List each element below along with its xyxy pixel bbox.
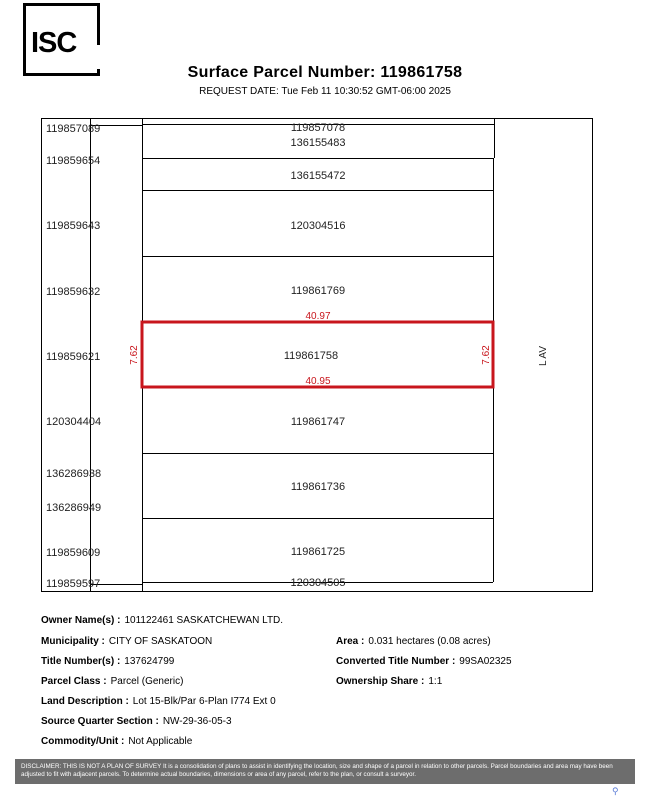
parcel-label: 120304516 [290,220,346,232]
area-value: 0.031 hectares (0.08 acres) [368,636,491,647]
left-parcel-label: 136286949 [46,502,102,514]
parcel-label: 119861736 [290,481,346,493]
municipality-label: Municipality : [41,636,105,647]
title-number-row [41,656,174,667]
source-quarter-value: NW-29-36-05-3 [162,716,232,727]
land-description-value: Lot 15-Blk/Par 6-Plan I774 Ext 0 [132,696,276,707]
ownership-share-row [336,676,442,687]
location-pin-icon: ⚲ [612,786,619,796]
left-parcel-label: 119859632 [46,286,101,298]
parcel-class-label: Parcel Class : [41,676,107,687]
left-parcel-label: 119859654 [46,155,101,167]
disclaimer-banner: DISCLAIMER: THIS IS NOT A PLAN OF SURVEY It is a consolidation of plans to assist in identifying the location, size and shape of a parcel in relation to other parcels. Parcel boundaries and area may have been adjusted to fit with adjacent parcels. To determine actual boundaries, dimensions or area of any parcel, refer to the plan, or consult a surveyor. [15,759,635,784]
commodity-row [41,736,192,747]
dimension-left: 7.62 [129,345,140,365]
owner-row [41,615,283,626]
left-parcel-label: 120304404 [46,416,102,428]
dimension-right: 7.62 [481,345,492,365]
converted-title-label: Converted Title Number : [336,656,456,667]
parcel-label: 120304505 [290,577,346,589]
parcel-label: 119861769 [290,285,346,297]
owner-value: 101122461 SASKATCHEWAN LTD. [124,615,284,626]
parcel-label: 119861747 [290,416,346,428]
owner-label: Owner Name(s) : [41,615,121,626]
parcel-label: 119857078 [290,122,346,134]
ownership-share-label: Ownership Share : [336,676,425,687]
title-number-label: Title Number(s) : [41,656,121,667]
title-number-value: 137624799 [124,656,175,667]
dimension-bottom: 40.95 [305,376,331,387]
logo-text: ISC [31,27,77,59]
parcel-label: 119861725 [290,546,346,558]
land-description-label: Land Description : [41,696,129,707]
source-quarter-label: Source Quarter Section : [41,716,159,727]
left-parcel-label: 136286938 [46,468,102,480]
parcel-class-row [41,676,183,687]
area-label: Area : [336,636,365,647]
municipality-row [41,636,212,647]
land-description-row [41,696,276,707]
left-parcel-label: 119859621 [46,351,101,363]
source-quarter-row [41,716,232,727]
subject-parcel-label: 119861758 [283,350,339,362]
request-date: REQUEST DATE: Tue Feb 11 10:30:52 GMT-06:00 2025 [199,86,451,97]
left-parcel-label: 119857089 [46,123,101,135]
left-parcel-label: 119859609 [46,547,101,559]
area-row [336,636,491,647]
municipality-value: CITY OF SASKATOON [108,636,213,647]
left-parcel-label: 119859643 [46,220,101,232]
commodity-label: Commodity/Unit : [41,736,125,747]
ownership-share-value: 1:1 [428,676,443,687]
parcel-label: 136155483 [290,137,346,149]
parcel-label: 136155472 [290,170,346,182]
commodity-value: Not Applicable [128,736,193,747]
converted-title-row [336,656,512,667]
parcel-class-value: Parcel (Generic) [110,676,184,687]
left-parcel-label: 119859597 [46,578,101,590]
converted-title-value: 99SA02325 [459,656,512,667]
dimension-top: 40.97 [305,311,331,322]
page-title: Surface Parcel Number: 119861758 [187,64,463,81]
street-label: L AV [538,345,549,367]
